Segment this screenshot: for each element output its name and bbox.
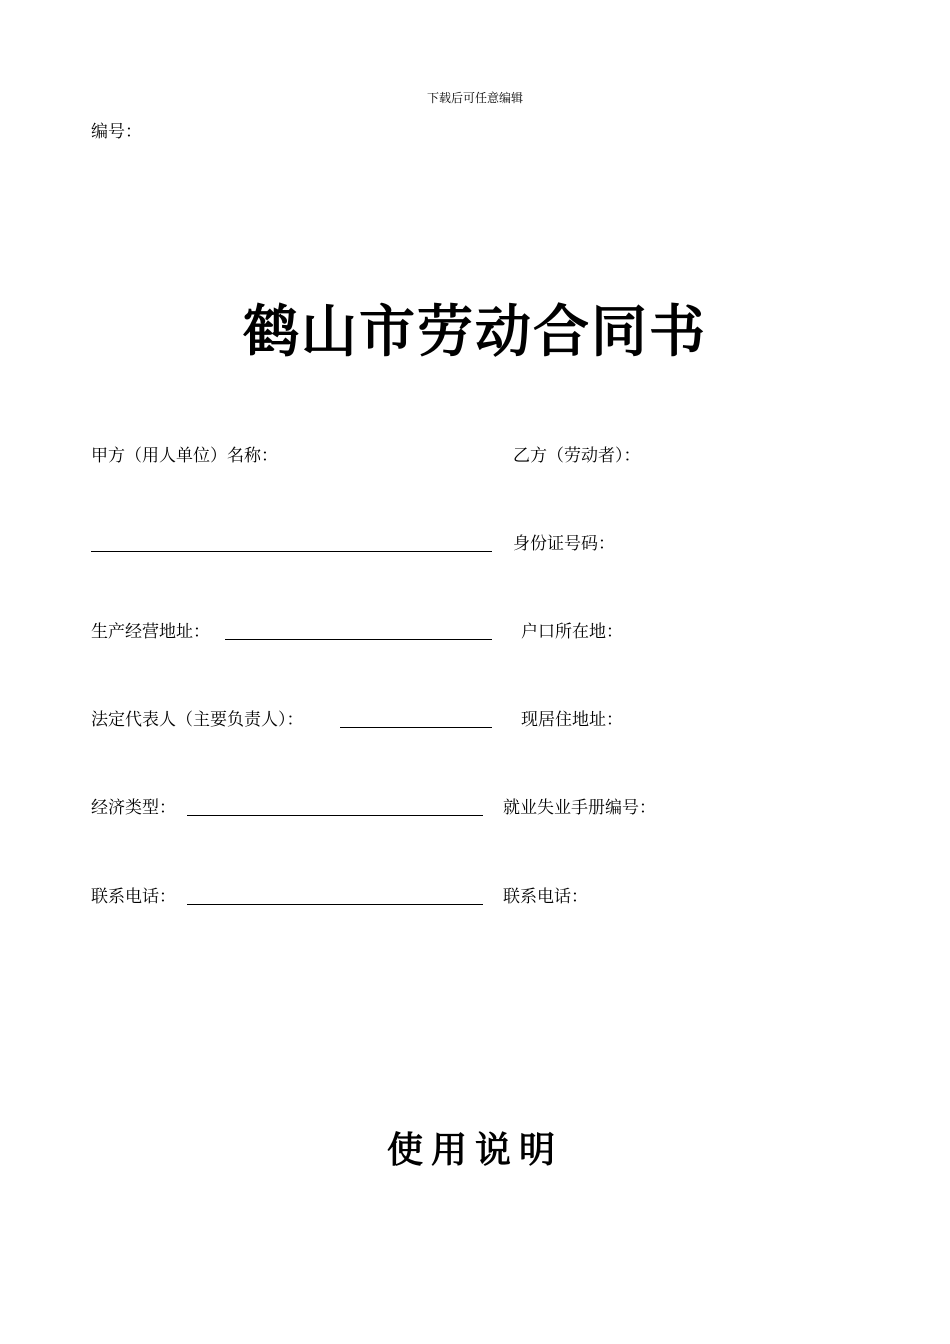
header-note: 下载后可任意编辑 [426, 91, 523, 105]
party-a-address-blank[interactable] [225, 639, 492, 640]
party-a-name-label: 甲方（用人单位）名称： [91, 446, 278, 466]
serial-number-label: 编号： [91, 122, 142, 142]
party-a-name-blank[interactable] [91, 551, 492, 552]
instructions-title: 使用说明 [386, 1129, 563, 1171]
document-title: 鹤山市劳动合同书 [243, 299, 707, 365]
party-a-address-label: 生产经营地址： [91, 622, 210, 642]
party-a-representative-label: 法定代表人（主要负责人）： [91, 710, 304, 730]
party-a-phone-label: 联系电话： [91, 887, 176, 907]
party-a-phone-blank[interactable] [187, 904, 483, 905]
party-a-economic-type-blank[interactable] [187, 815, 483, 816]
party-b-phone-label: 联系电话： [503, 887, 588, 907]
party-b-residence-label: 现居住地址： [521, 710, 623, 730]
party-a-economic-type-label: 经济类型： [91, 798, 176, 818]
party-b-id-label: 身份证号码： [513, 534, 615, 554]
party-b-employment-book-label: 就业失业手册编号： [503, 798, 656, 818]
party-a-representative-blank[interactable] [340, 727, 492, 728]
party-b-name-label: 乙方（劳动者）： [513, 446, 641, 466]
party-b-household-label: 户口所在地： [521, 622, 623, 642]
